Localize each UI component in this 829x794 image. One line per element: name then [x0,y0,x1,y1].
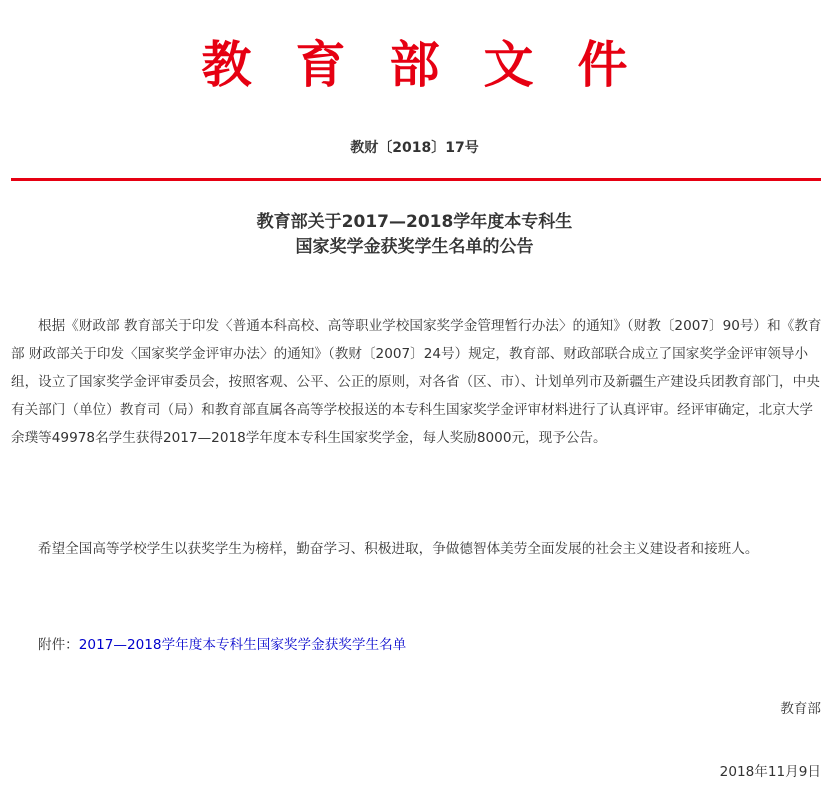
issuer-signature: 教育部 [780,701,821,717]
attachment-link[interactable]: 2017—2018学年度本专科生国家奖学金获奖学生名单 [78,637,407,653]
document-number: 教财〔2018〕17号 [350,140,479,156]
attachment-label: 附件： [38,637,79,653]
red-divider [11,178,821,181]
body-paragraph-2: 希望全国高等学校学生以获奖学生为榜样，勤奋学习、积极进取，争做德智体美劳全面发展的社会主义建设者和接班人。 [38,541,759,557]
title-line-2: 国家奖学金获奖学生名单的公告 [295,237,534,257]
document-masthead: 教育部文件 [201,35,672,94]
title-line-1: 教育部关于2017—2018学年度本专科生 [256,212,573,232]
attachment-line [38,631,406,659]
issue-date: 2018年11月9日 [719,764,821,780]
announcement-title [0,210,829,260]
body-paragraph-1: 根据《财政部 教育部关于印发〈普通本科高校、高等职业学校国家奖学金管理暂行办法〉的通知》（财教〔2007〕90号）和《教育部 财政部关于印发〈国家奖学金评审办法〉的通知》（教财〔2007〕24号）规定，教育部、财政部联合成立了国家奖学金评审领导小组，设立了国家奖学金评审委员会，按照客观、公平、公正的原则，对各省（区、市）、计划单列市及新疆生产建设兵团教育部门，中央有关部门（单位）教育司（局）和教育部直属各高等学校报送的本专科生国家奖学金评审材料进行了认真评审。经评审确定，北京大学余璞等49978名学生获得2017—2018学年度本专科生国家奖学金，每人奖励8000元，现予公告。 [11,318,822,446]
